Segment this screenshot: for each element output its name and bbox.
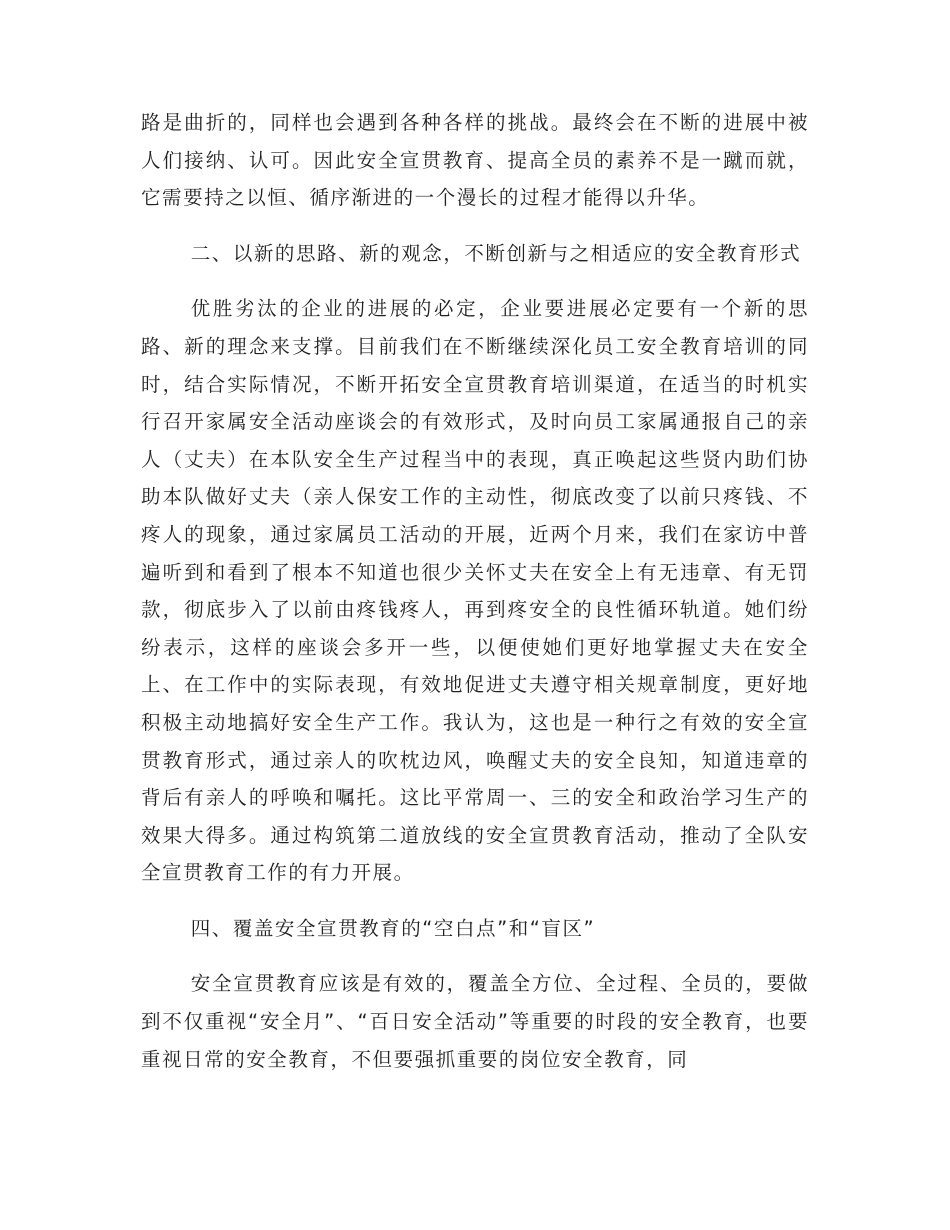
paragraph-coverage: 安全宣贯教育应该是有效的，覆盖全方位、全过程、全员的，要做到不仅重视“安全月”、“百日安全活动”等重要的时段的安全教育，也要重视日常的安全教育，不但要强抓重要的岗位安全教育，同 xyxy=(141,972,809,1071)
document-body xyxy=(141,104,809,1078)
section-heading-four: 四、覆盖安全宣贯教育的“空白点”和“盲区” xyxy=(190,916,596,940)
section-heading-two: 二、以新的思路、新的观念，不断创新与之相适应的安全教育形式 xyxy=(190,241,802,265)
paragraph-family-safety: 优胜劣汰的企业的进展的必定，企业要进展必定要有一个新的思路、新的理念来支撑。目前我们在不断继续深化员工安全教育培训的同时，结合实际情况，不断开拓安全宣贯教育培训渠道，在适当的时机实行召开家属安全活动座谈会的有效形式，及时向员工家属通报自己的亲人（丈夫）在本队安全生产过程当中的表现，真正唤起这些贤内助们协助本队做好丈夫（亲人保安工作的主动性，彻底改变了以前只疼钱、不疼人的现象，通过家属员工活动的开展，近两个月来，我们在家访中普遍听到和看到了根本不知道也很少关怀丈夫在安全上有无违章、有无罚款，彻底步入了以前由疼钱疼人，再到疼安全的良性循环轨道。她们纷纷表示，这样的座谈会多开一些，以便使她们更好地掌握丈夫在安全上、在工作中的实际表现，有效地促进丈夫遵守相关规章制度，更好地积极主动地搞好安全生产工作。我认为，这也是一种行之有效的安全宣贯教育形式，通过亲人的吹枕边风，唤醒丈夫的安全良知，知道违章的背后有亲人的呼唤和嘱托。这比平常周一、三的安全和政治学习生产的效果大得多。通过构筑第二道放线的安全宣贯教育活动，推动了全队安全宣贯教育工作的有力开展。 xyxy=(141,297,809,885)
paragraph-continuation: 路是曲折的，同样也会遇到各种各样的挑战。最终会在不断的进展中被人们接纳、认可。因此安全宣贯教育、提高全员的素养不是一蹴而就，它需要持之以恒、循序渐进的一个漫长的过程才能得以升华。 xyxy=(141,111,809,210)
